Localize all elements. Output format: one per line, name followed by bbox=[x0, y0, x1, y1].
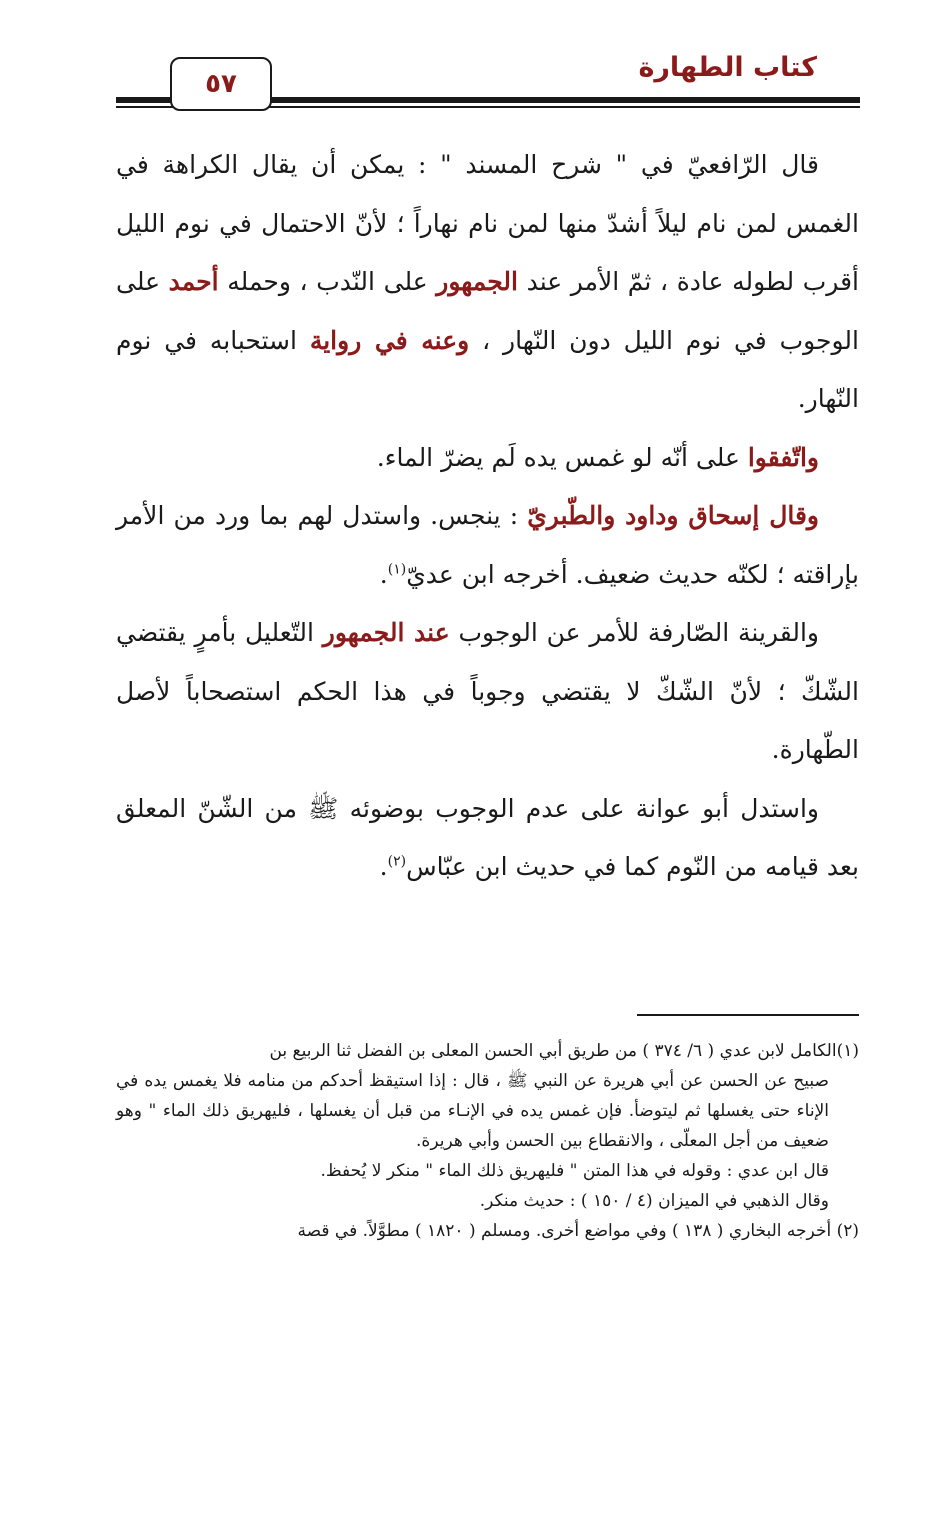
footnote-1-dhahabi: وقال الذهبي في الميزان (٤ / ١٥٠ ) : حديث منكر. bbox=[479, 1191, 829, 1211]
paragraph-3 bbox=[116, 487, 859, 604]
footnote-separator bbox=[637, 1014, 859, 1016]
p1-text-d: استحبابه في نوم النّهار. bbox=[116, 325, 859, 413]
footnote-ref-2[interactable]: (٢) bbox=[387, 853, 407, 870]
paragraph-4 bbox=[116, 604, 859, 780]
p1-text-c: على الوجوب في نوم الليل دون النّهار ، bbox=[116, 267, 859, 355]
p1-highlight-riwaya: وعنه في رواية bbox=[309, 325, 470, 355]
p4-text-b: التّعليل بأمرٍ يقتضي الشّكّ ؛ لأنّ الشّكّ لا يقتضي وجوباً في هذا الحكم استصحاباً لأصل الطّهارة. bbox=[116, 618, 859, 764]
page-number: ٥٧ bbox=[205, 69, 237, 99]
footnote-ref-1[interactable]: (١) bbox=[387, 561, 407, 578]
page-number-box bbox=[170, 57, 272, 111]
footnote-1-ibn-adi: قال ابن عدي : وقوله في هذا المتن " فليهريق ذلك الماء " منكر لا يُحفظ. bbox=[320, 1161, 829, 1181]
p3-end: . bbox=[379, 559, 388, 589]
paragraph-5 bbox=[116, 780, 859, 897]
p1-text-b: على النّدب ، وحمله bbox=[227, 267, 428, 296]
footnotes bbox=[116, 1036, 859, 1246]
footnote-1-line-1: (١)الكامل لابن عدي ( ٦/ ٣٧٤ ) من طريق أبي الحسن المعلى بن الفضل ثنا الربيع بن bbox=[269, 1041, 859, 1061]
p1-text: قال الرّافعيّ في " شرح المسند " : يمكن أن يقال الكراهة في الغمس لمن نام ليلاً أشدّ منها لمن نام نهاراً ؛ لأنّ الاحتمال في نوم الليل أقرب لطوله عادة ، ثمّ الأمر عند bbox=[116, 150, 859, 296]
p4-highlight: عند الجمهور bbox=[322, 618, 450, 647]
p3-highlight: وقال إسحاق وداود والطّبريّ bbox=[527, 501, 820, 530]
paragraph-1 bbox=[116, 136, 859, 429]
p4-text: والقرينة الصّارفة للأمر عن الوجوب bbox=[458, 618, 820, 647]
main-text bbox=[116, 136, 859, 897]
book-title: كتاب الطهارة bbox=[638, 52, 817, 83]
paragraph-2 bbox=[116, 429, 859, 488]
p5-end: . bbox=[379, 852, 388, 881]
footnote-1-body: صبيح عن الحسن عن أبي هريرة عن النبي ﷺ ، قال : إذا استيقظ أحدكم من منامه فلا يغمس يده في الإناء حتى يغسلها ثم ليتوضأ. فإن غمس يده في الإنـاء من قبل أن يغسلها ، فليهريق ذلك الماء " وهو ضعيف من أجل المعلّى ، والانقطاع بين الحسن وأبي هريرة. bbox=[116, 1071, 829, 1151]
p5-text: واستدل أبو عوانة على عدم الوجوب بوضوئه ﷺ من الشّنّ المعلق بعد قيامه من النّوم كما في حديث ابن عبّاس bbox=[116, 793, 859, 881]
p1-highlight-jumhur: الجمهور bbox=[436, 267, 518, 296]
p2-text: على أنّه لو غمس يده لَم يضرّ الماء. bbox=[376, 442, 740, 472]
p2-highlight: واتّفقوا bbox=[747, 442, 819, 472]
p3-text: : ينجس. واستدل لهم بما ورد من الأمر بإراقته ؛ لكنّه حديث ضعيف. أخرجه ابن عديّ bbox=[116, 501, 859, 589]
footnote-2: (٢) أخرجه البخاري ( ١٣٨ ) وفي مواضع أخرى. ومسلم ( ١٨٢٠ ) مطوَّلاً. في قصة bbox=[297, 1221, 859, 1241]
p1-highlight-ahmad: أحمد bbox=[168, 267, 219, 296]
